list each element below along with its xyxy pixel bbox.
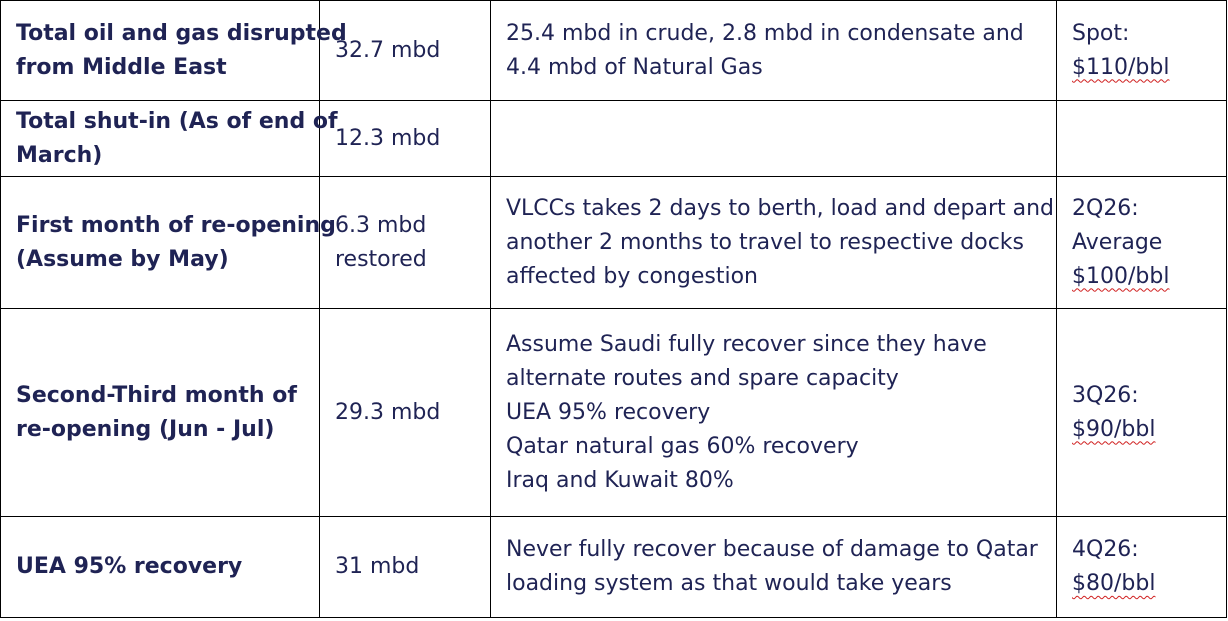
detail-line: alternate routes and spare capacity	[506, 365, 899, 391]
detail-line: UEA 95% recovery	[506, 399, 711, 425]
price-line	[1072, 413, 1216, 447]
detail-cell	[491, 1, 1057, 101]
row-label-line: First month of re-opening	[16, 212, 336, 238]
price-cell	[1057, 101, 1227, 177]
price-value: $80/bbl	[1072, 571, 1156, 596]
detail-cell	[491, 517, 1057, 618]
price-value: $90/bbl	[1072, 416, 1156, 442]
row-label-line: UEA 95% recovery	[16, 554, 243, 579]
price-cell	[1057, 177, 1227, 309]
price-cell	[1057, 309, 1227, 517]
detail-line: 25.4 mbd in crude, 2.8 mbd in condensate and	[506, 20, 1024, 46]
detail-cell	[491, 101, 1057, 177]
detail-line: loading system as that would take years	[506, 571, 952, 596]
price-value: $110/bbl	[1072, 54, 1170, 80]
detail-line: affected by congestion	[506, 263, 758, 289]
row-label-cell	[1, 1, 347, 101]
row-label-line: (Assume by May)	[16, 246, 229, 272]
volume-line: 29.3 mbd	[335, 399, 441, 425]
detail-line: Iraq and Kuwait 80%	[506, 467, 734, 493]
price-line: 4Q26:	[1072, 537, 1139, 562]
price-line	[1072, 51, 1216, 85]
volume-cell	[320, 309, 491, 517]
row-label-cell	[1, 177, 336, 309]
detail-line: 4.4 mbd of Natural Gas	[506, 54, 763, 80]
volume-cell	[320, 517, 491, 618]
row-label-line: Total shut-in (As of end of	[16, 108, 338, 134]
table-row	[1, 517, 1227, 618]
price-line: Spot:	[1072, 20, 1130, 46]
row-label-line: March)	[16, 142, 103, 168]
volume-cell	[320, 177, 491, 309]
price-line	[1072, 260, 1216, 294]
row-label-line: re-opening (Jun - Jul)	[16, 416, 275, 442]
row-label-line: Second-Third month of	[16, 382, 297, 408]
price-cell	[1057, 1, 1227, 101]
detail-cell	[491, 309, 1057, 517]
volume-line: 6.3 mbd	[335, 212, 427, 238]
detail-line: Assume Saudi fully recover since they have	[506, 331, 987, 357]
detail-line: another 2 months to travel to respective docks	[506, 229, 1025, 255]
price-value: $100/bbl	[1072, 263, 1170, 289]
detail-line: Never fully recover because of damage to Qatar	[506, 537, 1038, 562]
table-row	[1, 177, 1227, 309]
row-label-line: Total oil and gas disrupted	[16, 20, 347, 46]
row-label-cell	[1, 517, 320, 618]
detail-cell	[491, 177, 1057, 309]
detail-line: VLCCs takes 2 days to berth, load and depart and	[506, 195, 1055, 221]
price-line	[1072, 567, 1216, 601]
price-line: Average	[1072, 229, 1163, 255]
price-cell	[1057, 517, 1227, 618]
volume-line: 31 mbd	[335, 554, 420, 579]
price-line: 3Q26:	[1072, 382, 1139, 408]
table-row	[1, 309, 1227, 517]
row-label-line: from Middle East	[16, 54, 227, 80]
volume-cell	[320, 1, 491, 101]
table-row	[1, 1, 1227, 101]
volume-line: restored	[335, 246, 427, 272]
detail-line: Qatar natural gas 60% recovery	[506, 433, 859, 459]
price-line: 2Q26:	[1072, 195, 1139, 221]
volume-cell	[320, 101, 491, 177]
table-row	[1, 101, 1227, 177]
volume-line: 12.3 mbd	[335, 125, 441, 151]
row-label-cell	[1, 101, 338, 177]
row-label-cell	[1, 309, 320, 517]
volume-line: 32.7 mbd	[335, 37, 441, 63]
